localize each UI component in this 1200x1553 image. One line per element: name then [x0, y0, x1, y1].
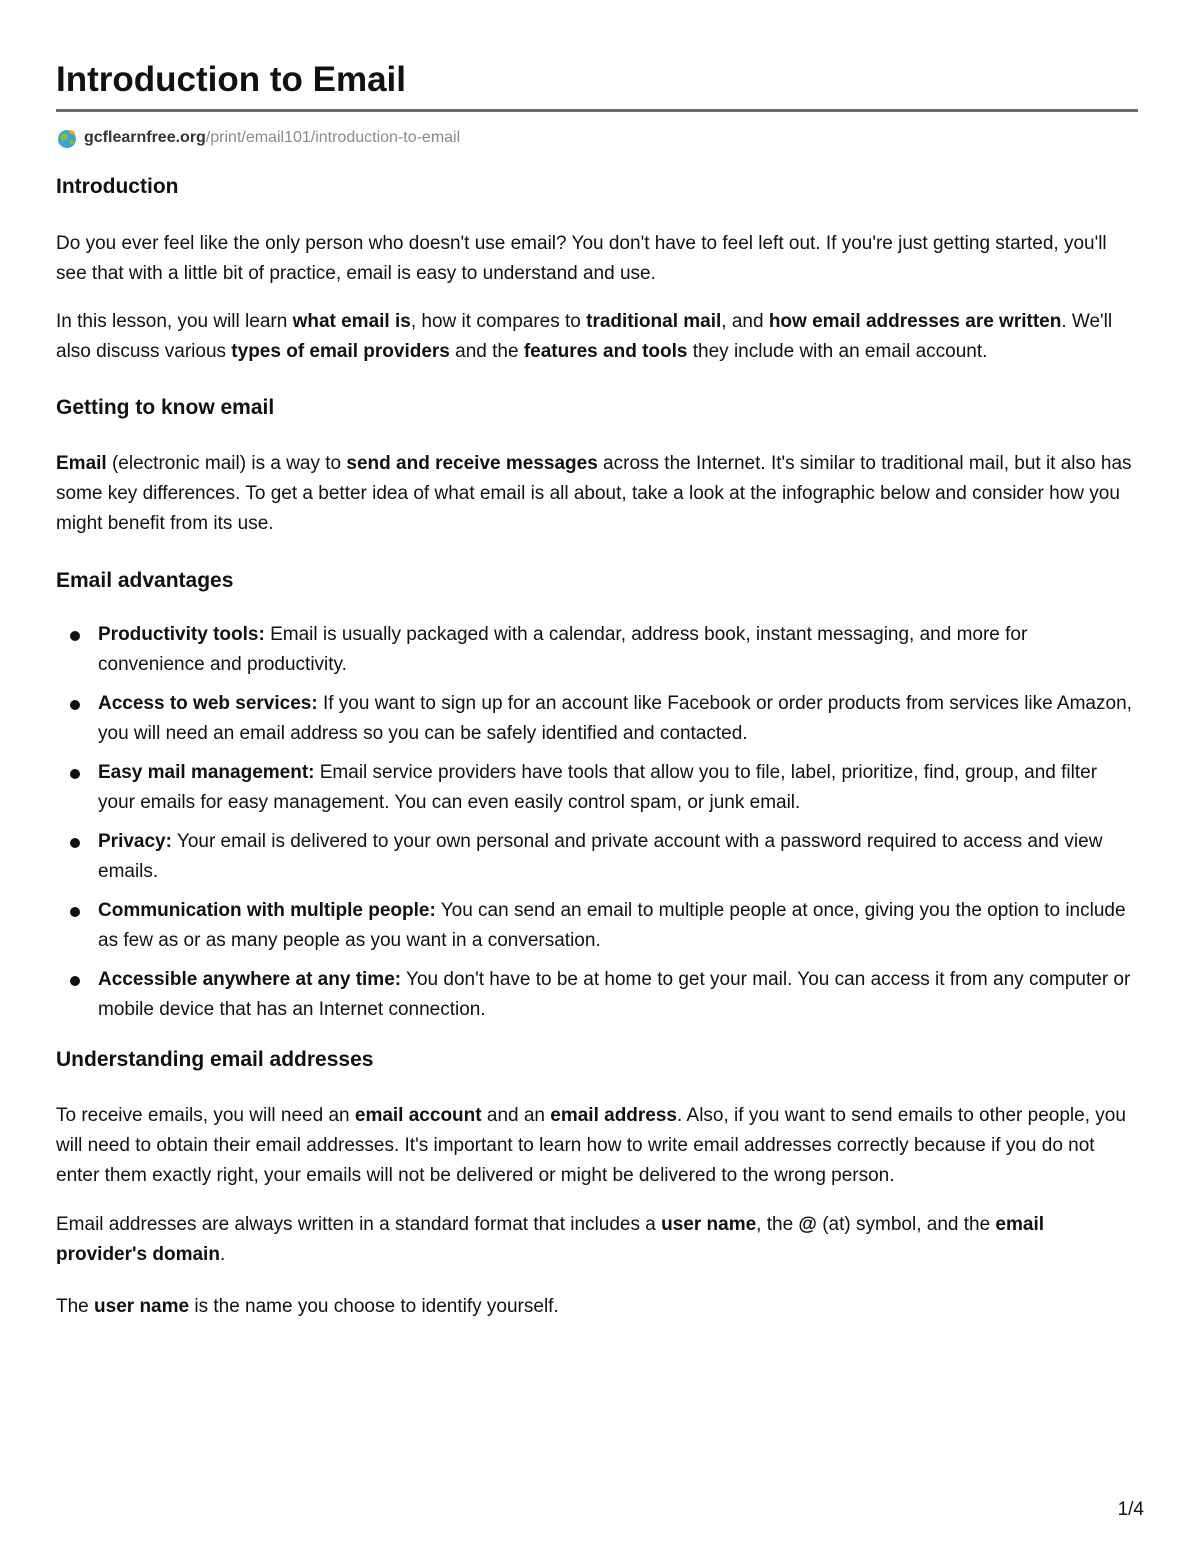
section-heading-advantages: Email advantages — [56, 569, 234, 592]
list-item: Privacy: Your email is delivered to your own personal and private account with a password required to access and view emails. — [56, 827, 1138, 887]
list-item: Access to web services: If you want to sign up for an account like Facebook or order products from services like Amazon, you will need an email address so you can be safely identified and contacted. — [56, 689, 1138, 749]
source-domain: gcflearnfree.org — [84, 129, 206, 146]
bullet-icon — [70, 769, 80, 779]
gcf-globe-icon — [56, 127, 78, 149]
list-item: Productivity tools: Email is usually packaged with a calendar, address book, instant messaging, and more for convenience and productivity. — [56, 620, 1138, 680]
source-link[interactable] — [84, 126, 460, 150]
list-item: Communication with multiple people: You can send an email to multiple people at once, giving you the option to include as few as or as many people as you want in a conversation. — [56, 896, 1138, 956]
bullet-icon — [70, 631, 80, 641]
getting-to-know-paragraph: Email (electronic mail) is a way to send and receive messages across the Internet. It's similar to traditional mail, but it also has some key differences. To get a better idea of what email is all about, take a look at the infographic below and consider how you might benefit from its use. — [56, 453, 1132, 534]
title-divider — [56, 109, 1138, 112]
list-item: Easy mail management: Email service providers have tools that allow you to file, label, prioritize, find, group, and filter your emails for easy management. You can even easily control spam, or junk email. — [56, 758, 1138, 818]
bullet-icon — [70, 976, 80, 986]
document-page — [56, 58, 1138, 1322]
addresses-paragraph-3: The user name is the name you choose to identify yourself. — [56, 1296, 559, 1317]
addresses-paragraph-1: To receive emails, you will need an email account and an email address. Also, if you want to send emails to other people, you will need to obtain their email addresses. It's important to learn how to write email addresses correctly because if you do not enter them exactly right, your emails will not be delivered or might be delivered to the wrong person. — [56, 1105, 1126, 1186]
bullet-icon — [70, 907, 80, 917]
advantages-list — [56, 620, 1138, 1025]
section-heading-introduction: Introduction — [56, 175, 179, 198]
intro-paragraph-1: Do you ever feel like the only person who doesn't use email? You don't have to feel left out. If you're just getting started, you'll see that with a little bit of practice, email is easy to understand and use. — [56, 233, 1107, 284]
bullet-icon — [70, 700, 80, 710]
addresses-paragraph-2: Email addresses are always written in a standard format that includes a user name, the @ (at) symbol, and the email provider's domain. — [56, 1214, 1045, 1265]
source-line — [56, 126, 1138, 150]
source-path: /print/email101/introduction-to-email — [205, 129, 461, 146]
page-title: Introduction to Email — [56, 60, 406, 99]
intro-paragraph-2: In this lesson, you will learn what email is, how it compares to traditional mail, and how email addresses are written. We'll also discuss various types of email providers and the features and tools they include with an email account. — [56, 311, 1113, 362]
page-number: 1/4 — [1117, 1499, 1144, 1520]
section-heading-getting-to-know: Getting to know email — [56, 396, 275, 419]
section-heading-addresses: Understanding email addresses — [56, 1048, 374, 1071]
bullet-icon — [70, 838, 80, 848]
list-item: Accessible anywhere at any time: You don't have to be at home to get your mail. You can access it from any computer or mobile device that has an Internet connection. — [56, 965, 1138, 1025]
